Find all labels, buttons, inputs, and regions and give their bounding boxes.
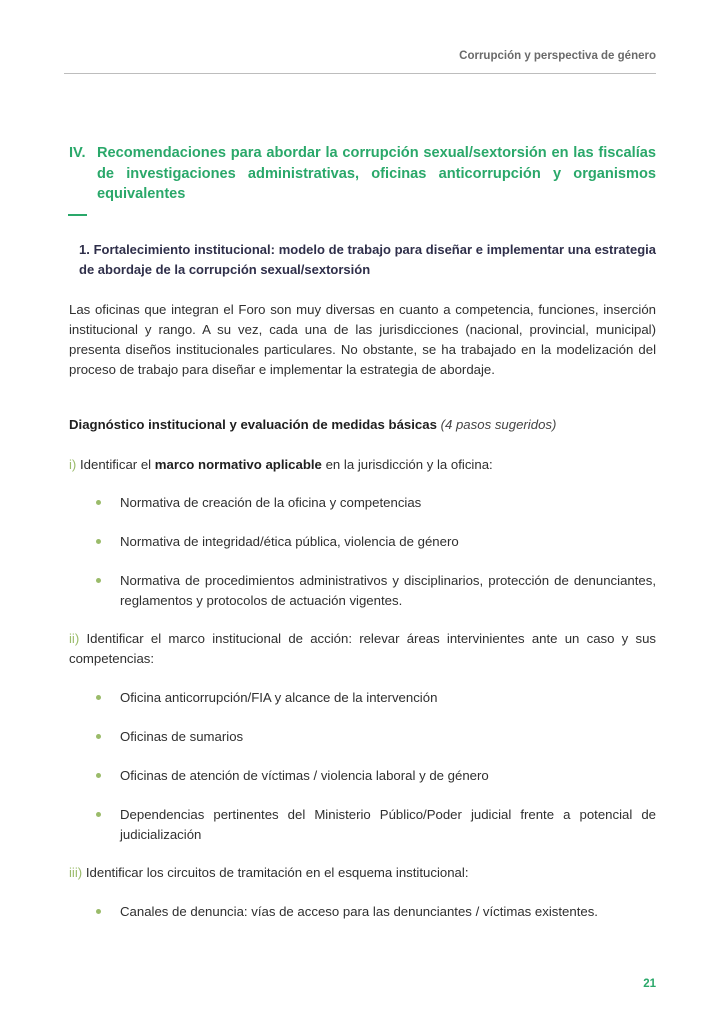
step-i-post: en la jurisdicción y la oficina:	[325, 457, 493, 472]
step-i-pre: Identificar el	[80, 457, 152, 472]
bullet-icon	[96, 500, 101, 505]
section-title: Recomendaciones para abordar la corrupción sexual/sextorsión en las fiscalías de investigaciones administrativas, oficinas anticorrupción y organismos equivalentes	[97, 145, 656, 202]
list-item	[96, 688, 656, 708]
bullet-icon	[96, 812, 101, 817]
header-divider	[64, 73, 656, 74]
heading-accent-dash	[68, 214, 87, 216]
list-item-text: Normativa de procedimientos administrativos y disciplinarios, protección de denunciantes, reglamentos y protocolos de actuación vigentes.	[120, 573, 656, 608]
step-ii-intro	[69, 629, 656, 669]
intro-paragraph: Las oficinas que integran el Foro son muy diversas en cuanto a competencia, funciones, inserción institucional y rango. A su vez, cada una de las jurisdicciones (nacional, provincial, municipal) presenta diseños institucionales particulares. No obstante, se ha trabajado en la modelización del proceso de trabajo para diseñar e implementar la estrategia de abordaje.	[69, 302, 656, 377]
list-item	[96, 766, 656, 786]
list-item	[96, 532, 656, 552]
diagnostic-heading	[69, 415, 656, 435]
list-item-text: Dependencias pertinentes del Ministerio Público/Poder judicial frente a potencial de judicialización	[120, 807, 656, 842]
step-iii-intro	[69, 863, 656, 883]
section-heading	[69, 143, 656, 205]
bullet-icon	[96, 734, 101, 739]
bullet-icon	[96, 773, 101, 778]
list-item	[96, 902, 656, 922]
page-number: 21	[643, 978, 656, 990]
step-i-marker: i)	[69, 457, 77, 472]
step-i-bold: marco normativo aplicable	[154, 457, 322, 472]
list-item-text: Canales de denuncia: vías de acceso para las denunciantes / víctimas existentes.	[120, 904, 598, 919]
step-iii-text: Identificar los circuitos de tramitación en el esquema institucional:	[85, 865, 469, 880]
bullet-icon	[96, 695, 101, 700]
list-item-text: Oficinas de sumarios	[120, 729, 244, 744]
bullet-icon	[96, 539, 101, 544]
subsection-title: 1. Fortalecimiento institucional: modelo de trabajo para diseñar e implementar una estrategia de abordaje de la corrupción sexual/sextorsión	[79, 242, 656, 277]
list-item-text: Oficinas de atención de víctimas / violencia laboral y de género	[120, 768, 489, 783]
step-ii-text: Identificar el marco institucional de acción: relevar áreas intervinientes ante un caso y sus competencias:	[69, 631, 656, 666]
step-iii-marker: iii)	[69, 865, 83, 880]
step-ii-marker: ii)	[69, 631, 80, 646]
list-item-text: Normativa de creación de la oficina y competencias	[120, 495, 422, 510]
bullet-icon	[96, 909, 101, 914]
list-item	[96, 493, 656, 513]
section-number: IV.	[69, 145, 86, 161]
list-item-text: Normativa de integridad/ética pública, violencia de género	[120, 534, 459, 549]
list-item	[96, 727, 656, 747]
diagnostic-note: (4 pasos sugeridos)	[440, 417, 557, 432]
diagnostic-title: Diagnóstico institucional y evaluación de medidas básicas	[69, 417, 437, 432]
bullet-icon	[96, 578, 101, 583]
list-item-text: Oficina anticorrupción/FIA y alcance de la intervención	[120, 690, 438, 705]
list-item	[96, 571, 656, 611]
list-item	[96, 805, 656, 845]
step-i-intro	[69, 455, 656, 475]
running-header: Corrupción y perspectiva de género	[459, 50, 656, 62]
